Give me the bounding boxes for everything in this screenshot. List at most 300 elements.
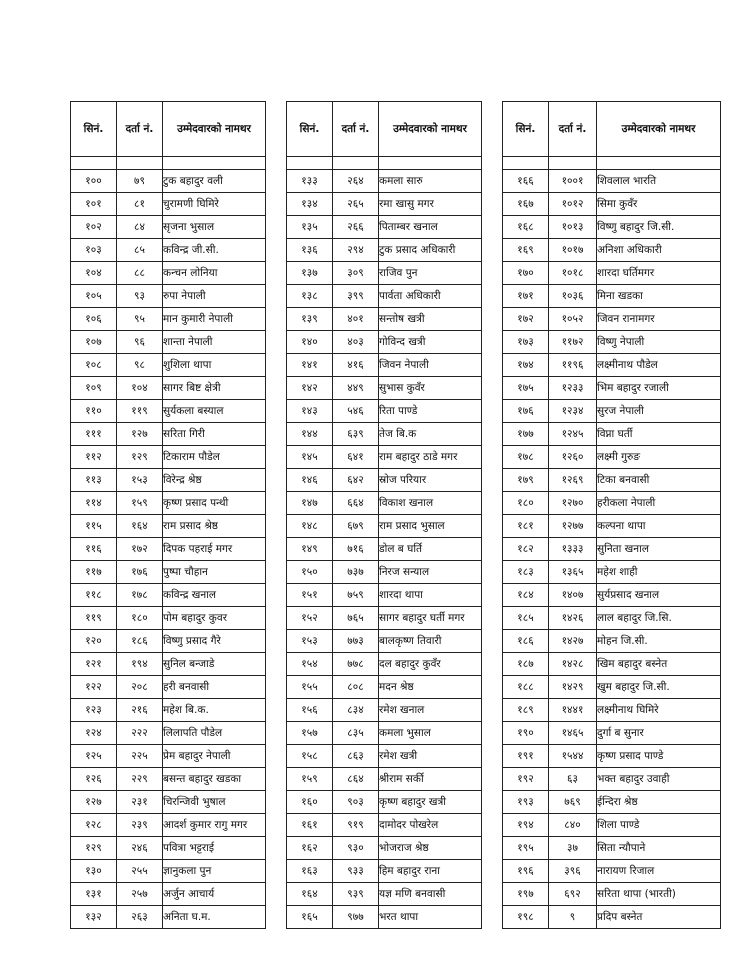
serial-number-cell: १०८ <box>71 354 117 377</box>
serial-number-cell: १५१ <box>287 584 333 607</box>
registration-number-cell: १२७० <box>549 492 597 515</box>
table-row <box>503 791 721 814</box>
table-row <box>287 768 482 791</box>
candidate-name-cell: हरीकला नेपाली <box>597 492 721 515</box>
registration-number-cell: ९६ <box>117 331 163 354</box>
registration-number-cell: १७८ <box>117 584 163 607</box>
serial-number-cell: १५८ <box>287 745 333 768</box>
serial-number-cell: १३३ <box>287 170 333 193</box>
candidate-name-cell: सुर्यकला बस्याल <box>163 400 266 423</box>
table-row <box>71 170 266 193</box>
candidate-name-cell: शुशिला थापा <box>163 354 266 377</box>
registration-number-cell: १५४४ <box>549 745 597 768</box>
candidate-name-cell: डोल ब घर्ति <box>379 538 482 561</box>
registration-number-cell: १८० <box>117 607 163 630</box>
table-row <box>287 308 482 331</box>
registration-number-cell: २३९ <box>117 814 163 837</box>
registration-number-cell: ९५ <box>117 308 163 331</box>
table-row <box>503 239 721 262</box>
table-row <box>287 791 482 814</box>
table-row <box>503 285 721 308</box>
header-reg: दर्ता नं. <box>549 102 597 157</box>
serial-number-cell: १८४ <box>503 584 549 607</box>
serial-number-cell: ११५ <box>71 515 117 538</box>
gap-cell <box>379 157 482 170</box>
serial-number-cell: १२५ <box>71 745 117 768</box>
registration-number-cell: ६४१ <box>333 446 379 469</box>
candidate-name-cell: गोविन्द खत्री <box>379 331 482 354</box>
serial-number-cell: १५२ <box>287 607 333 630</box>
serial-number-cell: १३० <box>71 860 117 883</box>
registration-number-cell: ८५ <box>117 239 163 262</box>
serial-number-cell: १८० <box>503 492 549 515</box>
candidate-name-cell: शारदा घर्तिमगर <box>597 262 721 285</box>
registration-number-cell: ७१६ <box>333 538 379 561</box>
table-row <box>503 308 721 331</box>
registration-number-cell: २५५ <box>117 860 163 883</box>
candidate-name-cell: भोजराज श्रेष्ठ <box>379 837 482 860</box>
candidate-name-cell: कविन्द्र खनाल <box>163 584 266 607</box>
registration-number-cell: १०१२ <box>549 193 597 216</box>
registration-number-cell: ९७७ <box>333 906 379 929</box>
candidate-name-cell: सुनिता खनाल <box>597 538 721 561</box>
table-row <box>71 814 266 837</box>
registration-number-cell: १६४ <box>117 515 163 538</box>
table-row <box>287 446 482 469</box>
candidate-name-cell: शिला पाण्डे <box>597 814 721 837</box>
header-gap-row <box>71 157 266 170</box>
registration-number-cell: १००१ <box>549 170 597 193</box>
serial-number-cell: १९५ <box>503 837 549 860</box>
serial-number-cell: १७५ <box>503 377 549 400</box>
serial-number-cell: १४३ <box>287 400 333 423</box>
table-row <box>287 377 482 400</box>
gap-cell <box>333 157 379 170</box>
registration-number-cell: ४०३ <box>333 331 379 354</box>
registration-number-cell: १५९ <box>117 492 163 515</box>
registration-number-cell: ९८ <box>117 354 163 377</box>
candidate-name-cell: अर्जुन आचार्य <box>163 883 266 906</box>
table-row <box>71 745 266 768</box>
table-row <box>503 837 721 860</box>
registration-number-cell: १४२६ <box>549 607 597 630</box>
candidate-name-cell: पुष्पा चौहान <box>163 561 266 584</box>
serial-number-cell: ११३ <box>71 469 117 492</box>
registration-number-cell: ७९ <box>117 170 163 193</box>
candidate-name-cell: प्रदिप बस्नेत <box>597 906 721 929</box>
candidate-name-cell: भिम बहादुर रजाली <box>597 377 721 400</box>
table-row <box>71 906 266 929</box>
serial-number-cell: ११९ <box>71 607 117 630</box>
header-gap-row <box>287 157 482 170</box>
registration-number-cell: ६७९ <box>333 515 379 538</box>
table-row <box>71 285 266 308</box>
serial-number-cell: १३७ <box>287 262 333 285</box>
table-row <box>71 630 266 653</box>
registration-number-cell: २१६ <box>117 699 163 722</box>
serial-number-cell: १८९ <box>503 699 549 722</box>
candidate-name-cell: दल बहादुर कुवँर <box>379 653 482 676</box>
serial-number-cell: १८६ <box>503 630 549 653</box>
registration-number-cell: २६६ <box>333 216 379 239</box>
registration-number-cell: ४४९ <box>333 377 379 400</box>
candidate-name-cell: मोहन जि.सी. <box>597 630 721 653</box>
serial-number-cell: १६३ <box>287 860 333 883</box>
table-row <box>503 515 721 538</box>
candidate-name-cell: रमेश खत्री <box>379 745 482 768</box>
candidate-name-cell: सरिता गिरी <box>163 423 266 446</box>
registration-number-cell: २६३ <box>117 906 163 929</box>
serial-number-cell: १८७ <box>503 653 549 676</box>
candidate-name-cell: लक्ष्मीनाथ पौडेल <box>597 354 721 377</box>
candidate-name-cell: शिवलाल भारति <box>597 170 721 193</box>
serial-number-cell: १०१ <box>71 193 117 216</box>
registration-number-cell: १३३३ <box>549 538 597 561</box>
registration-number-cell: ७७८ <box>333 653 379 676</box>
serial-number-cell: १२९ <box>71 837 117 860</box>
candidate-name-cell: सिमा कुवँर <box>597 193 721 216</box>
registration-number-cell: १२३३ <box>549 377 597 400</box>
serial-number-cell: १८१ <box>503 515 549 538</box>
candidate-name-cell: नारायण रिजाल <box>597 860 721 883</box>
candidate-name-cell: अनिशा अधिकारी <box>597 239 721 262</box>
registration-number-cell: १९४ <box>117 653 163 676</box>
candidate-name-cell: कन्चन लोनिया <box>163 262 266 285</box>
table-row <box>503 630 721 653</box>
table-row <box>503 492 721 515</box>
serial-number-cell: १२८ <box>71 814 117 837</box>
registration-number-cell: २०८ <box>117 676 163 699</box>
table-row <box>287 216 482 239</box>
serial-number-cell: १०९ <box>71 377 117 400</box>
candidate-name-cell: लाल बहादुर जि.सि. <box>597 607 721 630</box>
candidate-name-cell: राजिव पुन <box>379 262 482 285</box>
header-gap-row <box>503 157 721 170</box>
candidate-name-cell: सन्तोष खत्री <box>379 308 482 331</box>
table-row <box>71 331 266 354</box>
registration-number-cell: १४२८ <box>549 653 597 676</box>
candidate-name-cell: खुम बहादुर जि.सी. <box>597 676 721 699</box>
registration-number-cell: १४०७ <box>549 584 597 607</box>
candidate-name-cell: सुभास कुवँर <box>379 377 482 400</box>
table-row <box>71 469 266 492</box>
table-row <box>503 607 721 630</box>
serial-number-cell: १५९ <box>287 768 333 791</box>
table-row <box>503 883 721 906</box>
table-row <box>287 676 482 699</box>
serial-number-cell: १७८ <box>503 446 549 469</box>
registration-number-cell: ८३४ <box>333 699 379 722</box>
serial-number-cell: १३४ <box>287 193 333 216</box>
serial-number-cell: १९३ <box>503 791 549 814</box>
serial-number-cell: १४० <box>287 331 333 354</box>
serial-number-cell: १०४ <box>71 262 117 285</box>
serial-number-cell: १३८ <box>287 285 333 308</box>
candidate-name-cell: दामोदर पोखरेल <box>379 814 482 837</box>
registration-number-cell: २२९ <box>117 768 163 791</box>
table-row <box>287 699 482 722</box>
candidate-name-cell: सुर्यप्रसाद खनाल <box>597 584 721 607</box>
serial-number-cell: १११ <box>71 423 117 446</box>
serial-number-cell: १९७ <box>503 883 549 906</box>
candidate-name-cell: भक्त बहादुर उवाही <box>597 768 721 791</box>
table-row <box>503 423 721 446</box>
serial-number-cell: १३१ <box>71 883 117 906</box>
registration-number-cell: १२९ <box>117 446 163 469</box>
table-row <box>71 400 266 423</box>
registration-number-cell: ८८ <box>117 262 163 285</box>
serial-number-cell: १३६ <box>287 239 333 262</box>
serial-number-cell: १७० <box>503 262 549 285</box>
table-row <box>503 216 721 239</box>
serial-number-cell: १४५ <box>287 446 333 469</box>
registration-number-cell: ३९९ <box>333 285 379 308</box>
registration-number-cell: ८६४ <box>333 768 379 791</box>
serial-number-cell: १३५ <box>287 216 333 239</box>
candidate-name-cell: टुक प्रसाद अधिकारी <box>379 239 482 262</box>
header-sn: सिनं. <box>503 102 549 157</box>
registration-number-cell: १७२ <box>117 538 163 561</box>
serial-number-cell: १५३ <box>287 630 333 653</box>
candidate-name-cell: लिलापति पौडेल <box>163 722 266 745</box>
registration-number-cell: २६४ <box>333 170 379 193</box>
registration-number-cell: २२२ <box>117 722 163 745</box>
serial-number-cell: १८८ <box>503 676 549 699</box>
candidate-name-cell: कमला भुसाल <box>379 722 482 745</box>
registration-number-cell: २६५ <box>333 193 379 216</box>
registration-number-cell: ८४ <box>117 216 163 239</box>
header-name: उम्मेदवारको नामथर <box>597 102 721 157</box>
table-row <box>71 837 266 860</box>
serial-number-cell: १५० <box>287 561 333 584</box>
registration-number-cell: ९३ <box>117 285 163 308</box>
serial-number-cell: १०२ <box>71 216 117 239</box>
serial-number-cell: १०३ <box>71 239 117 262</box>
table-row <box>503 170 721 193</box>
registration-number-cell: १४६५ <box>549 722 597 745</box>
gap-cell <box>597 157 721 170</box>
serial-number-cell: १९० <box>503 722 549 745</box>
table-row <box>71 262 266 285</box>
table-row <box>287 515 482 538</box>
serial-number-cell: १६० <box>287 791 333 814</box>
table-row <box>71 308 266 331</box>
serial-number-cell: १९६ <box>503 860 549 883</box>
table-row <box>287 170 482 193</box>
registration-number-cell: ८१ <box>117 193 163 216</box>
table-row <box>287 423 482 446</box>
table-row <box>287 906 482 929</box>
serial-number-cell: १४६ <box>287 469 333 492</box>
serial-number-cell: १४९ <box>287 538 333 561</box>
candidate-name-cell: सरिता थापा (भारती) <box>597 883 721 906</box>
table-row <box>287 860 482 883</box>
registration-number-cell: १५३ <box>117 469 163 492</box>
registration-number-cell: १०३६ <box>549 285 597 308</box>
table-row <box>503 768 721 791</box>
registration-number-cell: १०५२ <box>549 308 597 331</box>
registration-number-cell: ७७३ <box>333 630 379 653</box>
candidate-name-cell: विष्णु बहादुर जि.सी. <box>597 216 721 239</box>
registration-number-cell: १०१३ <box>549 216 597 239</box>
serial-number-cell: १२७ <box>71 791 117 814</box>
serial-number-cell: १६८ <box>503 216 549 239</box>
candidate-name-cell: प्रेम बहादुर नेपाली <box>163 745 266 768</box>
table-row <box>71 860 266 883</box>
gap-cell <box>287 157 333 170</box>
table-row <box>287 722 482 745</box>
table-row <box>287 400 482 423</box>
registration-number-cell: १०४ <box>117 377 163 400</box>
table-row <box>287 745 482 768</box>
table-row <box>71 883 266 906</box>
registration-number-cell: २४६ <box>117 837 163 860</box>
table-row <box>503 538 721 561</box>
table-row <box>503 745 721 768</box>
serial-number-cell: १६९ <box>503 239 549 262</box>
candidate-name-cell: दिपक पहराई मगर <box>163 538 266 561</box>
candidate-name-cell: हरी बनवासी <box>163 676 266 699</box>
registration-number-cell: १४२९ <box>549 676 597 699</box>
registration-number-cell: ७६९ <box>549 791 597 814</box>
registration-number-cell: ७३७ <box>333 561 379 584</box>
table-row <box>71 239 266 262</box>
gap-cell <box>71 157 117 170</box>
candidate-name-cell: विप्ना घर्ती <box>597 423 721 446</box>
candidate-name-cell: टिकाराम पौडेल <box>163 446 266 469</box>
serial-number-cell: १५६ <box>287 699 333 722</box>
table-row <box>287 584 482 607</box>
registration-number-cell: ६३ <box>549 768 597 791</box>
serial-number-cell: १२० <box>71 630 117 653</box>
table-row <box>71 722 266 745</box>
serial-number-cell: १४७ <box>287 492 333 515</box>
serial-number-cell: १८३ <box>503 561 549 584</box>
gap-cell <box>163 157 266 170</box>
table-row <box>71 515 266 538</box>
table-row <box>503 262 721 285</box>
candidate-name-cell: दुर्गा ब सुनार <box>597 722 721 745</box>
candidate-name-cell: रुपा नेपाली <box>163 285 266 308</box>
table-row <box>71 216 266 239</box>
serial-number-cell: १२१ <box>71 653 117 676</box>
serial-number-cell: १२३ <box>71 699 117 722</box>
table-row <box>71 768 266 791</box>
table-row <box>71 423 266 446</box>
table-row <box>71 492 266 515</box>
table-row <box>71 561 266 584</box>
gap-cell <box>503 157 549 170</box>
header-sn: सिनं. <box>71 102 117 157</box>
candidate-name-cell: पोम बहादुर कुवर <box>163 607 266 630</box>
table-row <box>503 814 721 837</box>
registration-number-cell: ९ <box>549 906 597 929</box>
candidate-name-cell: यज्ञ मणि बनवासी <box>379 883 482 906</box>
serial-number-cell: १०६ <box>71 308 117 331</box>
candidate-name-cell: सागर बहादुर घर्ती मगर <box>379 607 482 630</box>
candidate-table-2 <box>286 101 482 929</box>
serial-number-cell: १७४ <box>503 354 549 377</box>
serial-number-cell: ११२ <box>71 446 117 469</box>
table-row <box>503 906 721 929</box>
table-row <box>503 400 721 423</box>
registration-number-cell: १७६ <box>117 561 163 584</box>
table-row <box>503 446 721 469</box>
candidate-name-cell: महेश बि.क. <box>163 699 266 722</box>
table-row <box>71 584 266 607</box>
serial-number-cell: १७७ <box>503 423 549 446</box>
candidate-name-cell: कल्पना थापा <box>597 515 721 538</box>
candidate-name-cell: सिता न्यौपाने <box>597 837 721 860</box>
table-row <box>503 469 721 492</box>
serial-number-cell: १६४ <box>287 883 333 906</box>
table-row <box>503 860 721 883</box>
candidate-name-cell: बालकृष्ण तिवारी <box>379 630 482 653</box>
table-row <box>503 354 721 377</box>
table-row <box>287 239 482 262</box>
registration-number-cell: ९३० <box>333 837 379 860</box>
table-row <box>503 722 721 745</box>
registration-number-cell: ७६५ <box>333 607 379 630</box>
candidate-table-1 <box>70 101 266 929</box>
candidate-name-cell: मिना खडका <box>597 285 721 308</box>
table-row <box>287 331 482 354</box>
serial-number-cell: १६२ <box>287 837 333 860</box>
candidate-name-cell: जिवन नेपाली <box>379 354 482 377</box>
table-row <box>287 561 482 584</box>
registration-number-cell: ८४० <box>549 814 597 837</box>
table-row <box>287 193 482 216</box>
serial-number-cell: १६५ <box>287 906 333 929</box>
candidate-name-cell: ज्ञानुकला पुन <box>163 860 266 883</box>
registration-number-cell: ६६४ <box>333 492 379 515</box>
table-row <box>287 837 482 860</box>
candidate-name-cell: कविन्द्र जी.सी. <box>163 239 266 262</box>
serial-number-cell: १७६ <box>503 400 549 423</box>
table-row <box>503 193 721 216</box>
candidate-name-cell: सृजना भुसाल <box>163 216 266 239</box>
candidate-name-cell: रिता पाण्डे <box>379 400 482 423</box>
serial-number-cell: १९४ <box>503 814 549 837</box>
candidate-name-cell: विष्णु नेपाली <box>597 331 721 354</box>
serial-number-cell: १८५ <box>503 607 549 630</box>
candidate-name-cell: सुनिल बन्जाडे <box>163 653 266 676</box>
candidate-name-cell: बसन्त बहादुर खडका <box>163 768 266 791</box>
registration-number-cell: २९४ <box>333 239 379 262</box>
candidate-name-cell: आदर्श कुमार रागु मगर <box>163 814 266 837</box>
serial-number-cell: १६६ <box>503 170 549 193</box>
registration-number-cell: १२४५ <box>549 423 597 446</box>
candidate-name-cell: सुरज नेपाली <box>597 400 721 423</box>
candidate-name-cell: स्रोज परियार <box>379 469 482 492</box>
serial-number-cell: १४१ <box>287 354 333 377</box>
serial-number-cell: १७१ <box>503 285 549 308</box>
header-reg: दर्ता नं. <box>333 102 379 157</box>
candidate-name-cell: राम प्रसाद श्रेष्ठ <box>163 515 266 538</box>
table-row <box>287 814 482 837</box>
candidate-name-cell: सागर बिष्ट क्षेत्री <box>163 377 266 400</box>
registration-number-cell: १२६९ <box>549 469 597 492</box>
candidate-name-cell: पार्वता अधिकारी <box>379 285 482 308</box>
candidate-name-cell: भरत थापा <box>379 906 482 929</box>
registration-number-cell: ३७ <box>549 837 597 860</box>
serial-number-cell: १२४ <box>71 722 117 745</box>
candidate-name-cell: पिताम्बर खनाल <box>379 216 482 239</box>
candidate-name-cell: पवित्रा भट्टराई <box>163 837 266 860</box>
table-row <box>287 538 482 561</box>
registration-number-cell: २५७ <box>117 883 163 906</box>
table-row <box>287 883 482 906</box>
